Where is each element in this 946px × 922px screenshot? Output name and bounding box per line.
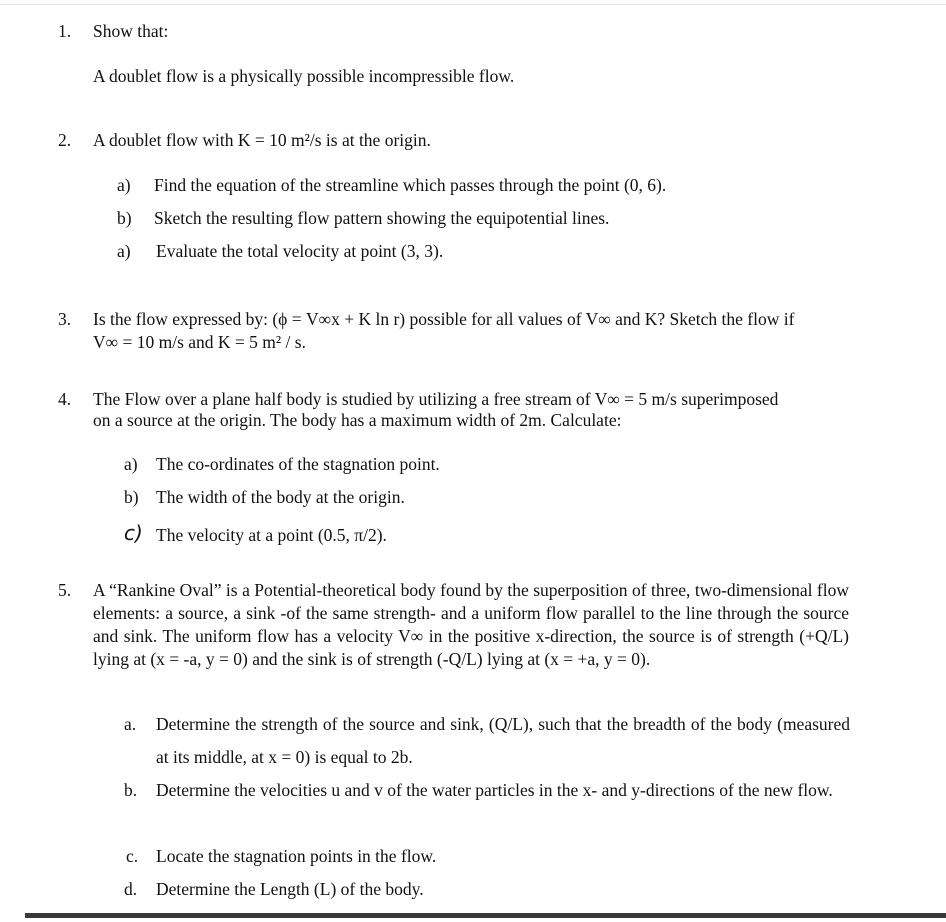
question-2-item-text: Find the equation of the streamline which passes through the point (0, 6). — [154, 175, 667, 195]
question-5-paragraph: A “Rankine Oval” is a Potential-theoretical body found by the superposition of three, two-dimensional flow elements: a source, a sink -of the same strength- and a uniform flow parallel to the line through the source and sink. The uniform flow has a velocity V∞ in the positive x-direction, the source is of strength (+Q/L) lying at (x = -a, y = 0) and the sink is of strength (-Q/L) lying at (x = +a, y = 0). — [93, 580, 849, 669]
question-2-number: 2. — [58, 130, 72, 150]
question-4-item-text: The width of the body at the origin. — [156, 487, 405, 507]
question-4-item-text: The velocity at a point (0.5, π/2). — [156, 525, 387, 545]
question-1-statement: A doublet flow is a physically possible incompressible flow. — [93, 66, 515, 86]
question-5-number: 5. — [58, 580, 72, 600]
question-4-item-text: The co-ordinates of the stagnation point. — [156, 454, 440, 474]
question-4-item-label: a) — [124, 454, 138, 474]
question-4-item-label: c) — [124, 521, 143, 545]
question-4-line-1: The Flow over a plane half body is studied by utilizing a free stream of V∞ = 5 m/s superimposed — [93, 389, 779, 409]
question-3-line-1: Is the flow expressed by: (ϕ = V∞x + K ln r) possible for all values of V∞ and K? Sketch the flow if — [93, 309, 795, 329]
question-2-item-text: Sketch the resulting flow pattern showing the equipotential lines. — [154, 208, 610, 228]
question-2-item-label: b) — [117, 208, 132, 228]
question-5-item-label: b. — [124, 780, 138, 800]
question-5-item-text: Locate the stagnation points in the flow. — [156, 846, 437, 866]
question-2-item-text: Evaluate the total velocity at point (3, 3). — [156, 241, 444, 261]
question-4-line-2: on a source at the origin. The body has a maximum width of 2m. Calculate: — [93, 410, 622, 430]
question-5-item-text: Determine the Length (L) of the body. — [156, 879, 424, 899]
question-2-stem: A doublet flow with K = 10 m²/s is at the origin. — [93, 130, 431, 150]
question-5-item-text: Determine the velocities u and v of the water particles in the x- and y-directions of the new flow. — [156, 780, 833, 800]
question-5-item-label: d. — [124, 879, 138, 899]
question-5-item-label: a. — [124, 714, 137, 734]
question-3-number: 3. — [58, 309, 72, 329]
question-2-item-label: a) — [117, 241, 131, 261]
question-1-number: 1. — [58, 21, 72, 41]
question-3-line-2: V∞ = 10 m/s and K = 5 m² / s. — [93, 332, 306, 352]
question-5-item-label: c. — [126, 846, 139, 866]
question-4-number: 4. — [58, 389, 72, 409]
top-divider — [0, 4, 946, 5]
question-1-title: Show that: — [93, 21, 169, 41]
bottom-divider — [25, 913, 946, 918]
question-5-item-text: Determine the strength of the source and sink, (Q/L), such that the breadth of the body (measured at its middle, at x = 0) is equal to 2b. — [156, 714, 850, 767]
question-4-item-label: b) — [124, 487, 139, 507]
question-2-item-label: a) — [117, 175, 131, 195]
